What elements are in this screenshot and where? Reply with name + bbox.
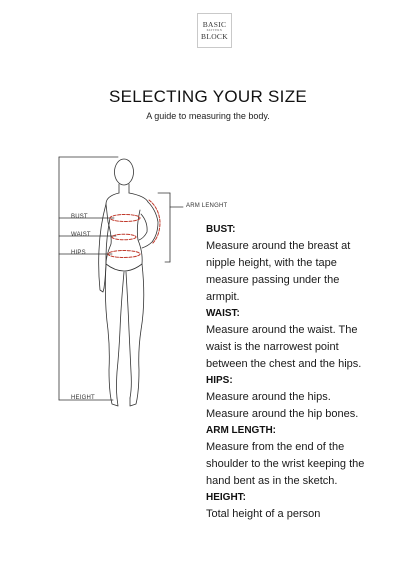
arm-length-desc-line: hand bent as in the sketch.	[206, 475, 338, 487]
bust-heading: BUST:	[206, 224, 236, 235]
bust-measure	[110, 215, 140, 222]
arm-length-desc-line: Measure from the end of the	[206, 441, 345, 453]
arm-length-bracket	[158, 193, 183, 262]
bust-desc-line: armpit.	[206, 291, 240, 303]
waist-heading: WAIST:	[206, 308, 240, 319]
bust-desc-line: nipple height, with the tape	[206, 257, 337, 269]
hips-label: HIPS	[71, 250, 86, 256]
hips-desc-line: Measure around the hip bones.	[206, 408, 359, 420]
waist-measure	[112, 234, 136, 240]
measurement-marks	[108, 200, 160, 258]
waist-desc-line: between the chest and the hips.	[206, 358, 362, 370]
waist-desc-line: waist is the narrowest point	[206, 341, 339, 353]
bust-desc-line: Measure around the breast at	[206, 240, 351, 252]
hips-heading: HIPS:	[206, 375, 233, 386]
hips-desc-line: Measure around the hips.	[206, 391, 331, 403]
logo-line-1: BASIC	[202, 19, 227, 29]
arm-length-desc-line: shoulder to the wrist keeping the	[206, 458, 365, 470]
page-subtitle: A guide to measuring the body.	[146, 111, 270, 121]
height-heading: HEIGHT:	[206, 492, 246, 503]
bust-desc-line: measure passing under the	[206, 274, 340, 286]
bust-label: BUST	[71, 214, 88, 220]
logo-line-3: BLOCK	[201, 32, 228, 41]
height-desc-line: Total height of a person	[206, 508, 321, 520]
figure-head	[115, 159, 134, 185]
arm-length-label: ARM LENGHT	[186, 203, 228, 209]
waist-label: WAIST	[71, 232, 91, 238]
waist-desc-line: Measure around the waist. The	[206, 324, 358, 336]
hips-measure	[108, 251, 140, 258]
logo-line-2: PATTERN	[206, 28, 223, 32]
arm-length-heading: ARM LENGTH:	[206, 425, 276, 436]
height-label: HEIGHT	[71, 395, 95, 401]
fashion-figure	[99, 159, 158, 406]
page-title: SELECTING YOUR SIZE	[108, 87, 308, 106]
measurement-guide	[206, 222, 406, 523]
